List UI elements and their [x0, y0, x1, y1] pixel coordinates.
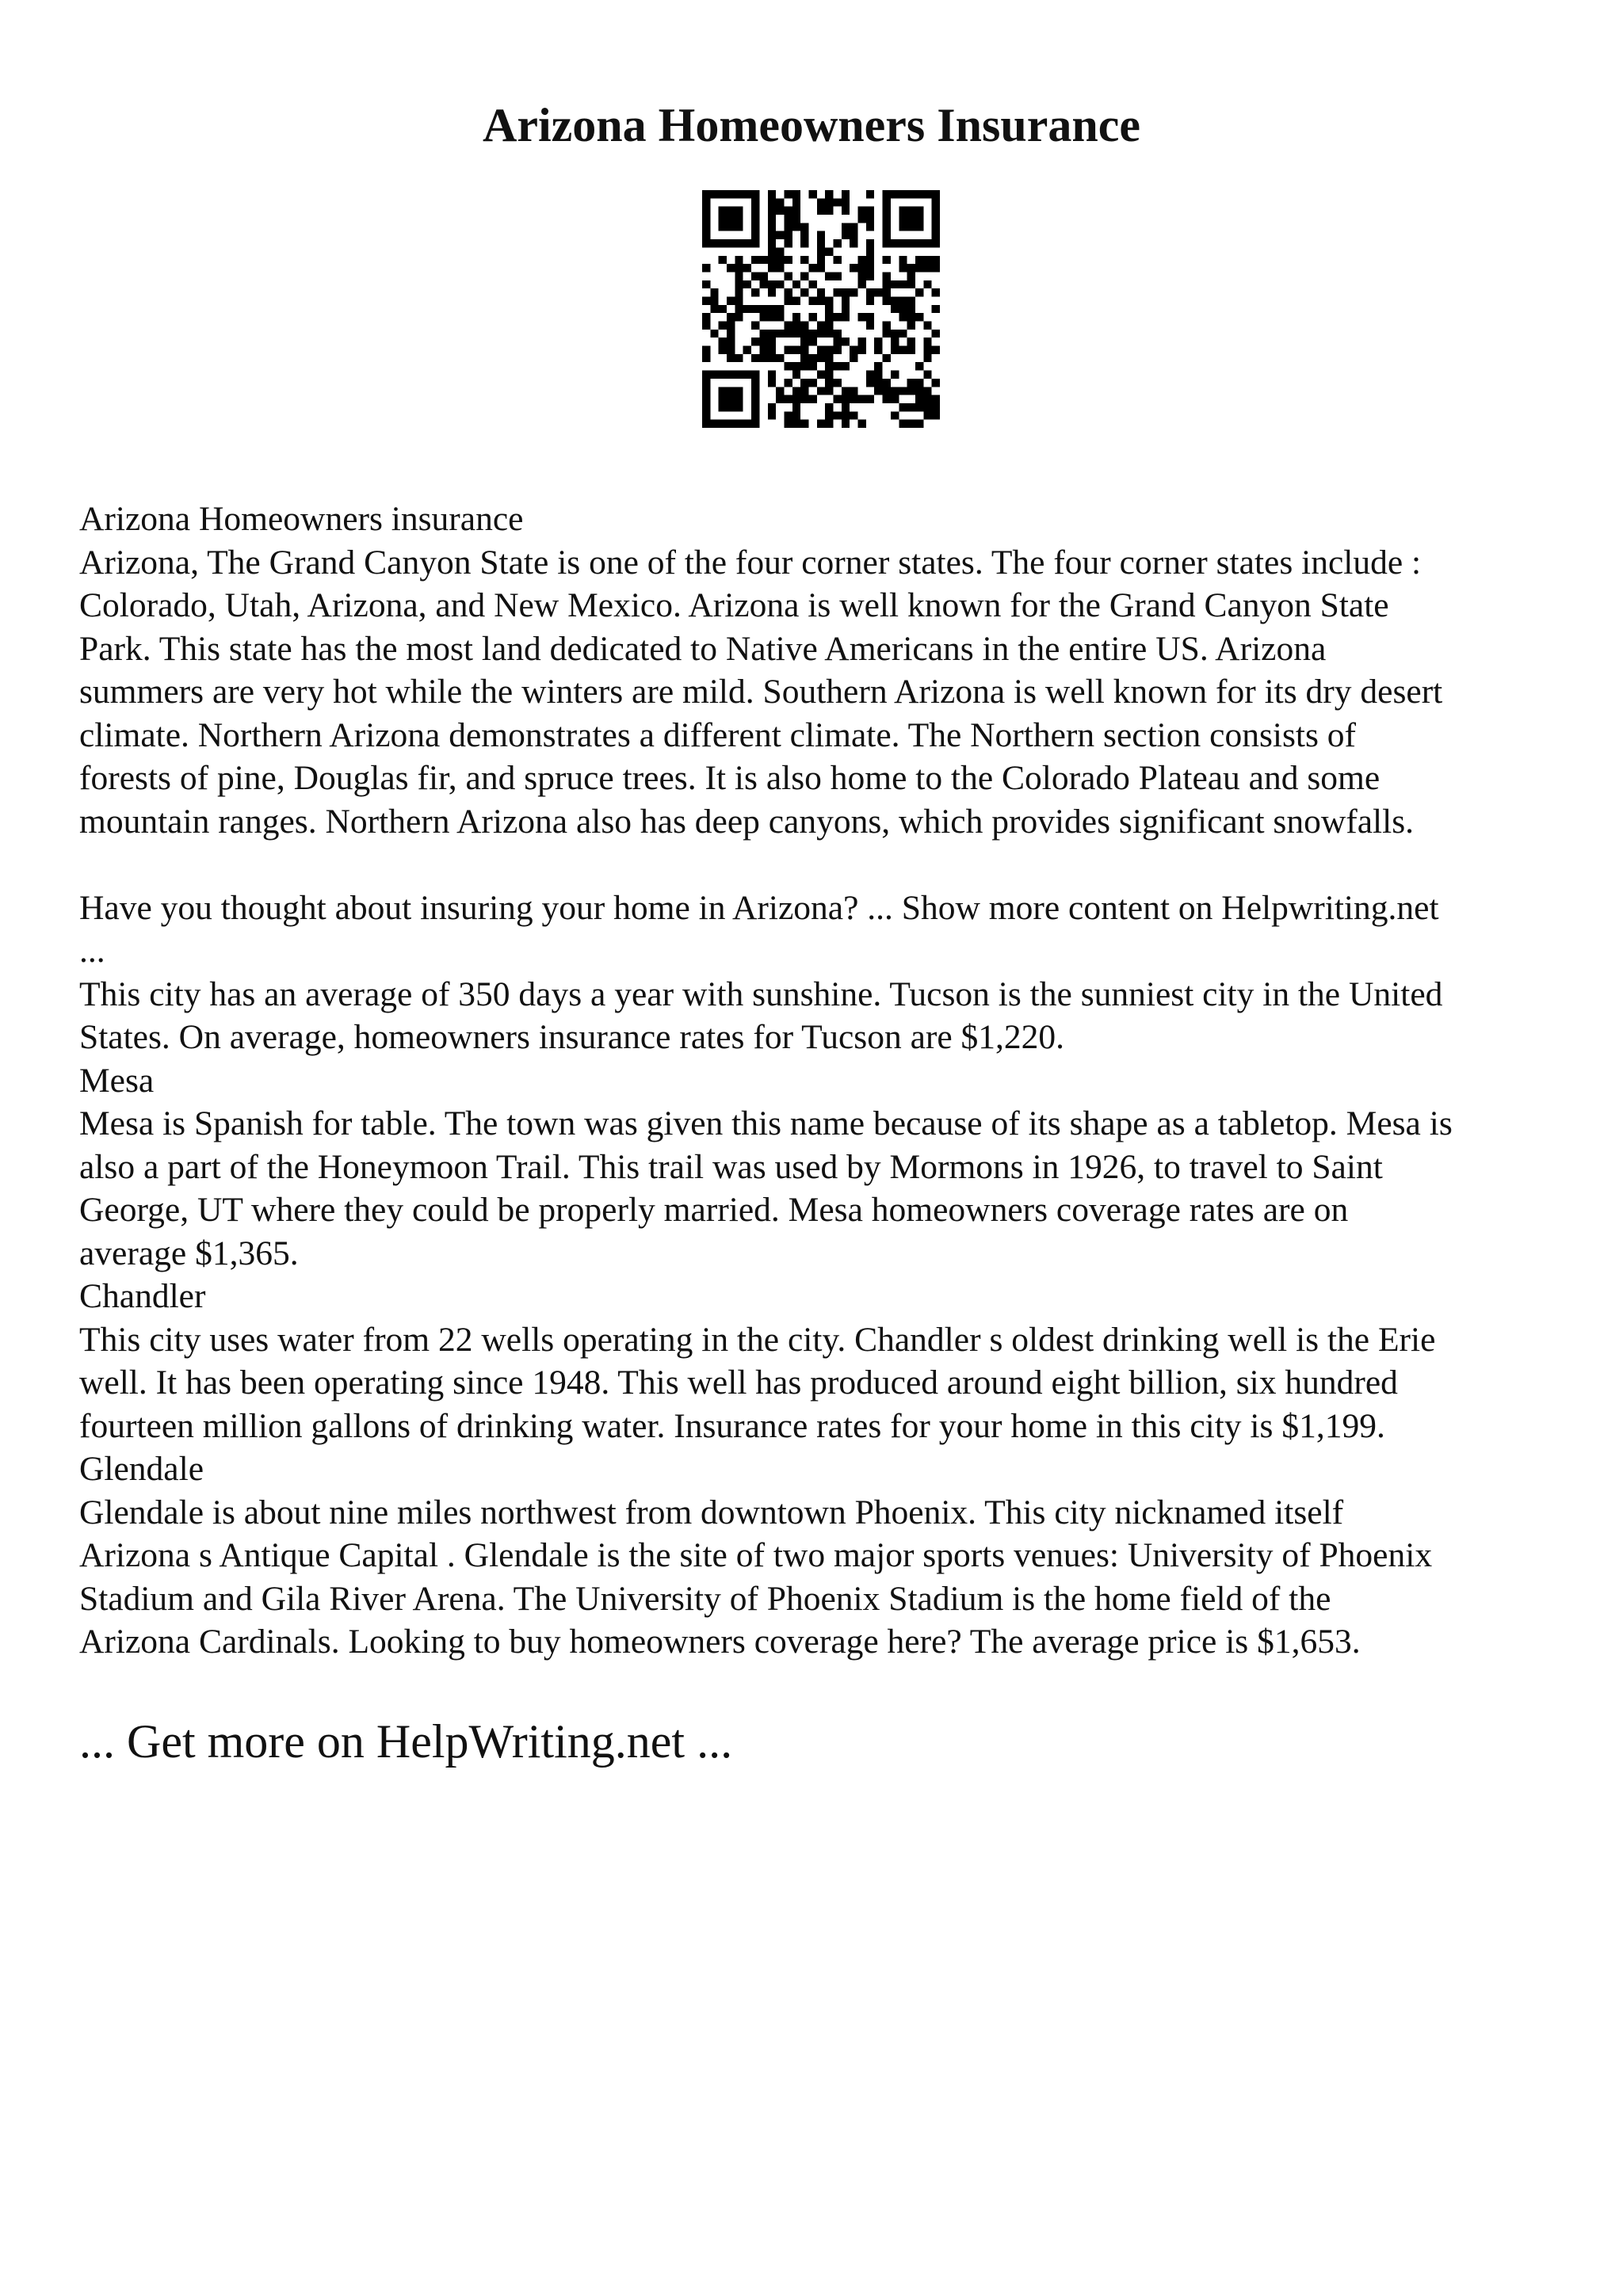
- body-line: Glendale: [79, 1450, 204, 1488]
- body-line: Have you thought about insuring your home in Arizona? ... Show more content on Helpwriting.net: [79, 888, 1439, 927]
- qr-code-icon: [702, 190, 940, 428]
- body-line: Arizona Homeowners insurance: [79, 500, 524, 538]
- body-line: Glendale is about nine miles northwest from downtown Phoenix. This city nicknamed itself: [79, 1493, 1344, 1531]
- body-line: Mesa is Spanish for table. The town was given this name because of its shape as a tabletop. Mesa is: [79, 1104, 1453, 1142]
- body-line: summers are very hot while the winters are mild. Southern Arizona is well known for its dry desert: [79, 673, 1443, 711]
- body-line: This city uses water from 22 wells operating in the city. Chandler s oldest drinking well is the Erie: [79, 1320, 1436, 1359]
- body-line: Colorado, Utah, Arizona, and New Mexico. Arizona is well known for the Grand Canyon State: [79, 586, 1389, 624]
- body-line: Stadium and Gila River Arena. The University of Phoenix Stadium is the home field of the: [79, 1579, 1331, 1618]
- body-line: Arizona s Antique Capital . Glendale is the site of two major sports venues: University of Phoenix: [79, 1536, 1433, 1574]
- body-line: ...: [79, 932, 105, 970]
- body-line: Chandler: [79, 1277, 206, 1315]
- body-line: mountain ranges. Northern Arizona also has deep canyons, which provides significant snowfalls.: [79, 802, 1415, 841]
- body-line: Park. This state has the most land dedicated to Native Americans in the entire US. Arizona: [79, 629, 1327, 668]
- body-line: average $1,365.: [79, 1234, 299, 1272]
- paragraph-gap: [79, 843, 1569, 887]
- body-line: Arizona, The Grand Canyon State is one of the four corner states. The four corner states include :: [79, 543, 1422, 582]
- body-line: George, UT where they could be properly married. Mesa homeowners coverage rates are on: [79, 1191, 1349, 1229]
- body-line: climate. Northern Arizona demonstrates a different climate. The Northern section consists of: [79, 715, 1357, 754]
- article-body: [79, 498, 1569, 1664]
- page-title: Arizona Homeowners Insurance: [483, 99, 1140, 151]
- body-line: States. On average, homeowners insurance rates for Tucson are $1,220.: [79, 1018, 1065, 1056]
- body-line: well. It has been operating since 1948. This well has produced around eight billion, six hundred: [79, 1363, 1398, 1402]
- body-line: This city has an average of 350 days a year with sunshine. Tucson is the sunniest city in the United: [79, 974, 1443, 1013]
- body-line: forests of pine, Douglas fir, and spruce trees. It is also home to the Colorado Plateau and some: [79, 759, 1381, 797]
- get-more-link[interactable]: ... Get more on HelpWriting.net ...: [79, 1715, 733, 1768]
- body-line: also a part of the Honeymoon Trail. This trail was used by Mormons in 1926, to travel to Saint: [79, 1147, 1383, 1186]
- body-line: fourteen million gallons of drinking water. Insurance rates for your home in this city is $1,199.: [79, 1406, 1385, 1445]
- body-line: Mesa: [79, 1061, 155, 1100]
- body-line: Arizona Cardinals. Looking to buy homeowners coverage here? The average price is $1,653.: [79, 1623, 1361, 1661]
